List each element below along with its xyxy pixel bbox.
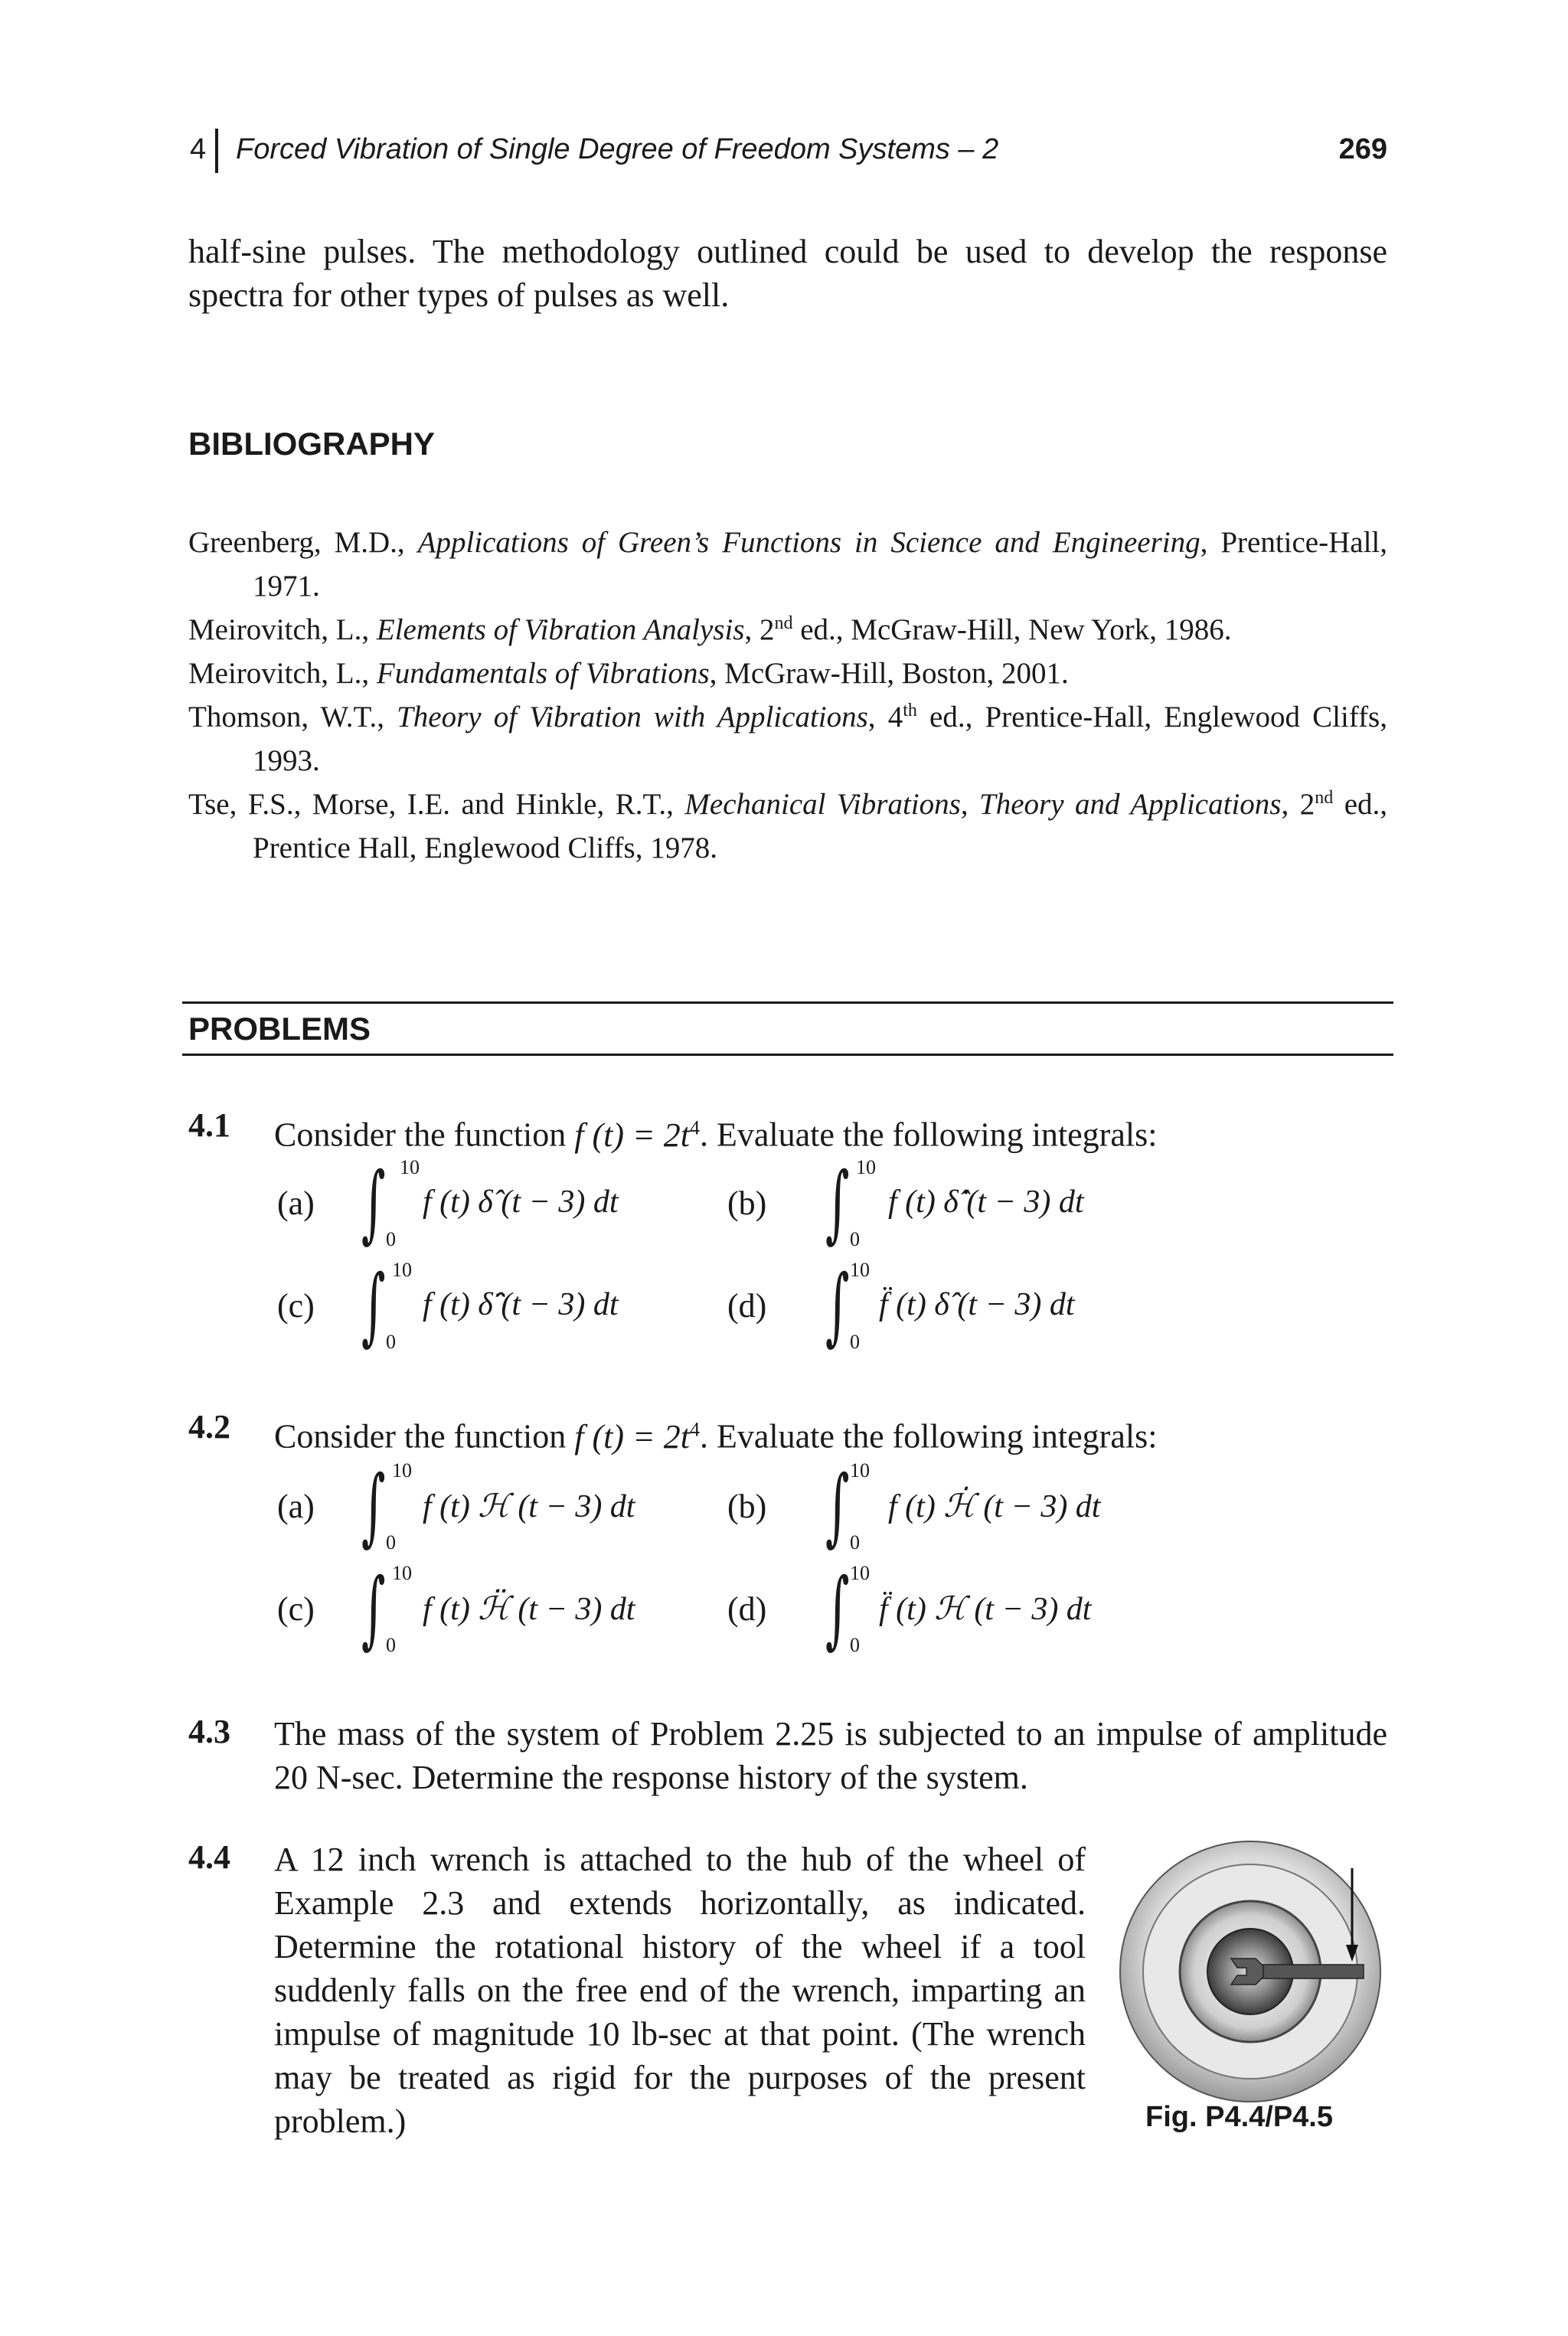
item-label: (d)	[727, 1287, 767, 1325]
integrand: f (t) ℋ̈ (t − 3) dt	[423, 1592, 635, 1627]
bib-publisher: ed., McGraw-Hill, New York, 1986.	[792, 613, 1232, 646]
wheel-wrench-figure	[1116, 1838, 1384, 2106]
problem-text: . Evaluate the following integrals:	[699, 1417, 1158, 1456]
problem-text: Consider the function	[274, 1116, 575, 1154]
bib-entry-meirovitch-fundamentals	[188, 652, 1387, 695]
lower-limit: 0	[386, 1634, 396, 1656]
upper-limit: 10	[392, 1259, 412, 1281]
bib-edition-suffix: th	[903, 701, 917, 720]
bib-publisher: , Prentice-Hall, 1971.	[253, 526, 1387, 603]
figure-caption: Fig. P4.4/P4.5	[1145, 2101, 1333, 2133]
running-header-title: Forced Vibration of Single Degree of Freedom Systems – 2	[236, 133, 999, 165]
item-label: (c)	[277, 1590, 315, 1628]
integrand: f (t) δ̂̇ (t − 3) dt	[888, 1184, 1084, 1220]
function-exponent: 4	[689, 1418, 700, 1440]
integral-sign: ∫	[361, 1560, 386, 1658]
integral-sign: ∫	[825, 1457, 850, 1555]
item-label: (b)	[727, 1184, 767, 1222]
header-divider	[215, 129, 218, 173]
bib-title: Mechanical Vibrations, Theory and Applications	[684, 788, 1282, 821]
problem-number: 4.3	[188, 1713, 230, 1750]
bib-entry-thomson	[188, 695, 1387, 782]
bib-publisher: , McGraw-Hill, Boston, 2001.	[709, 657, 1069, 690]
upper-limit: 10	[856, 1156, 876, 1178]
lower-limit: 0	[850, 1331, 860, 1353]
item-label: (a)	[277, 1488, 315, 1525]
bibliography-heading: BIBLIOGRAPHY	[188, 426, 436, 462]
lower-limit: 0	[386, 1228, 396, 1250]
bib-entry-meirovitch-elements	[188, 608, 1387, 652]
bib-title: Fundamentals of Vibrations	[376, 657, 710, 690]
bib-publisher: ed., Prentice Hall, Englewood Cliffs, 1978.	[253, 788, 1388, 864]
bib-author: Thomson, W.T.,	[188, 701, 397, 733]
integral-sign: ∫	[361, 1154, 386, 1252]
bib-author: Tse, F.S., Morse, I.E. and Hinkle, R.T.,	[188, 788, 685, 821]
bib-entry-greenberg	[188, 521, 1387, 608]
bib-publisher: ed., Prentice-Hall, Englewood Cliffs, 1993.	[253, 701, 1387, 777]
problem-number: 4.1	[188, 1106, 230, 1144]
lower-limit: 0	[850, 1228, 860, 1250]
problems-rule-bottom	[182, 1054, 1393, 1056]
item-label: (d)	[727, 1590, 767, 1628]
problems-heading: PROBLEMS	[188, 1011, 371, 1047]
lower-limit: 0	[386, 1531, 396, 1554]
bib-author: Greenberg, M.D.,	[188, 526, 418, 559]
lower-limit: 0	[386, 1331, 396, 1353]
integral-sign: ∫	[825, 1154, 850, 1252]
upper-limit: 10	[850, 1459, 870, 1482]
lower-limit: 0	[850, 1634, 860, 1656]
page-number: 269	[1338, 133, 1387, 165]
bib-title: Theory of Vibration with Applications	[397, 701, 868, 733]
integral-sign: ∫	[825, 1256, 850, 1354]
integrand: f (t) ℋ (t − 3) dt	[423, 1489, 635, 1524]
function-definition	[574, 1116, 700, 1154]
problem-text: Consider the function	[274, 1417, 575, 1456]
bib-entry-tse	[188, 782, 1387, 870]
bib-edition: , 4	[867, 701, 903, 733]
integrand: f (t) δ̂ (t − 3) dt	[423, 1184, 619, 1220]
upper-limit: 10	[400, 1156, 420, 1178]
bib-edition-suffix: nd	[774, 613, 793, 633]
header-chapter-number: 4	[190, 133, 207, 165]
function-expression: f (t) = 2t	[574, 1417, 690, 1456]
problem-text: . Evaluate the following integrals:	[699, 1116, 1158, 1154]
bib-edition: , 2	[744, 613, 775, 646]
problem-statement	[274, 1407, 1157, 1459]
problem-statement: A 12 inch wrench is attached to the hub of the wheel of Example 2.3 and extends horizontally, as indicated. Determine the rotational history of the wheel if a tool suddenly falls on the free end of the wrench, imparting an impulse of magnitude 10 lb-sec at that point. (The wrench may be treated as rigid for the purposes of the present problem.)	[274, 1841, 1086, 2140]
bib-edition-suffix: nd	[1315, 788, 1334, 808]
wrench-handle	[1250, 1965, 1364, 1978]
integrand: f̈ (t) δ̂ (t − 3) dt	[879, 1287, 1075, 1322]
bib-title: Elements of Vibration Analysis	[376, 613, 745, 646]
bib-title: Applications of Green’s Functions in Science and Engineering	[417, 526, 1200, 559]
function-expression: f (t) = 2t	[574, 1116, 690, 1154]
item-label: (a)	[277, 1184, 315, 1222]
upper-limit: 10	[850, 1562, 870, 1584]
intro-paragraph: half-sine pulses. The methodology outlined could be used to develop the response spectra for other types of pulses as well.	[188, 233, 1387, 314]
integral-sign: ∫	[361, 1256, 386, 1354]
integrand: f̈ (t) ℋ (t − 3) dt	[879, 1592, 1092, 1627]
integral-sign: ∫	[825, 1560, 850, 1658]
function-definition	[574, 1418, 700, 1456]
bib-author: Meirovitch, L.,	[188, 657, 377, 690]
integrand: f (t) δ̂̈ (t − 3) dt	[423, 1287, 619, 1322]
lower-limit: 0	[850, 1531, 860, 1554]
integrand: f (t) ℋ̇ (t − 3) dt	[888, 1489, 1101, 1524]
item-label: (c)	[277, 1287, 315, 1325]
problem-statement: The mass of the system of Problem 2.25 is subjected to an impulse of amplitude 20 N-sec. Determine the response history of the system.	[274, 1715, 1387, 1796]
integral-sign: ∫	[361, 1457, 386, 1555]
problem-statement	[274, 1106, 1157, 1157]
item-label: (b)	[727, 1488, 767, 1525]
problems-rule-top	[182, 1001, 1393, 1004]
upper-limit: 10	[850, 1259, 870, 1281]
problem-number: 4.4	[188, 1838, 230, 1876]
problem-number: 4.2	[188, 1408, 230, 1446]
bib-author: Meirovitch, L.,	[188, 613, 377, 646]
upper-limit: 10	[392, 1459, 412, 1482]
upper-limit: 10	[392, 1562, 412, 1584]
function-exponent: 4	[689, 1116, 700, 1139]
bib-edition: , 2	[1281, 788, 1315, 821]
